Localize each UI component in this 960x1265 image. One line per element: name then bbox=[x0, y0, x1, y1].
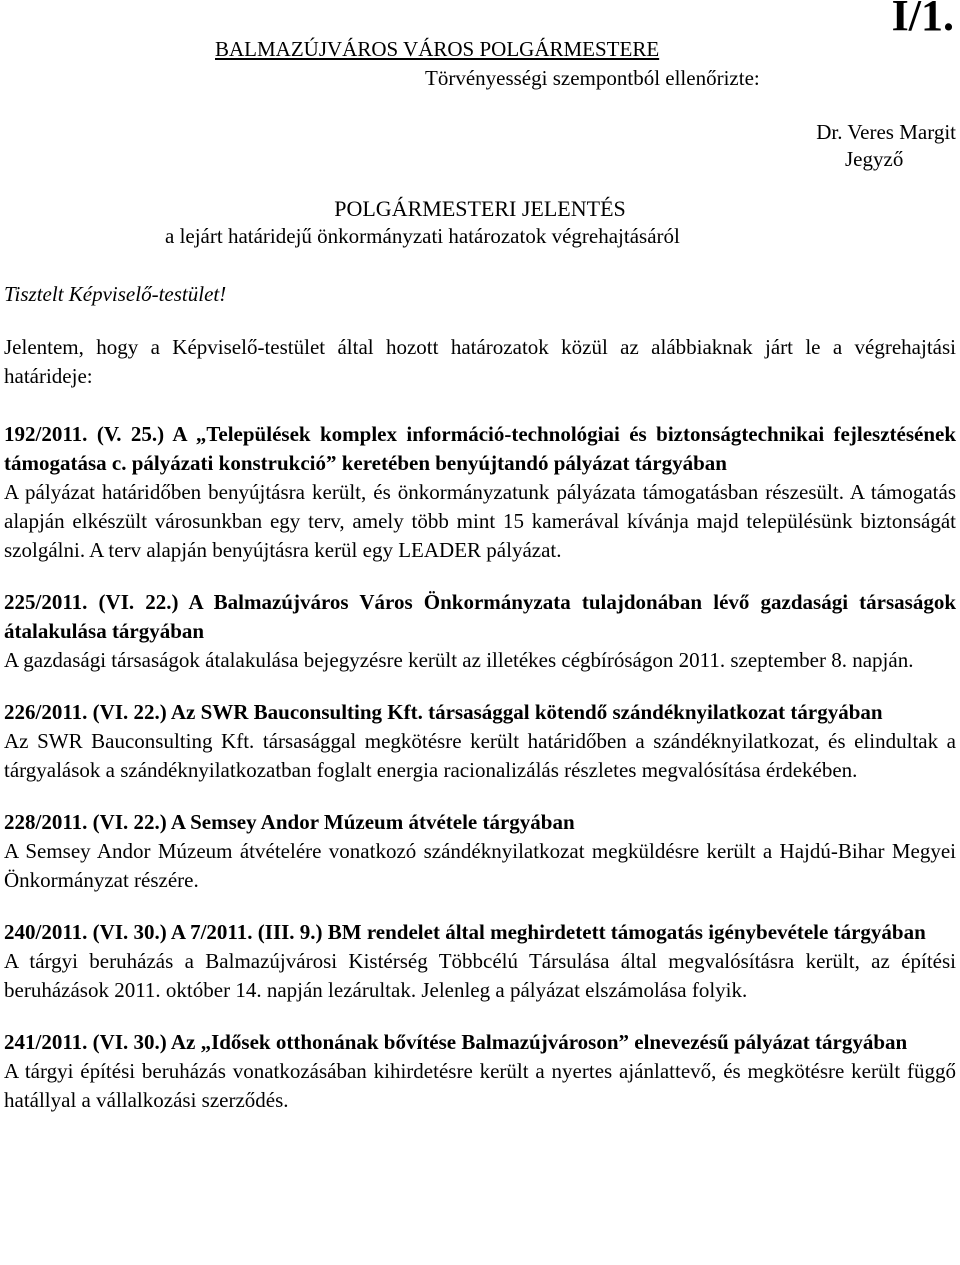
report-title-text: POLGÁRMESTERI JELENTÉS bbox=[334, 196, 626, 221]
resolution-heading: 225/2011. (VI. 22.) A Balmazújváros Város Önkormányzata tulajdonában lévő gazdasági társaságok átalakulása tárgyában bbox=[4, 590, 956, 643]
page-number: I/1. bbox=[891, 0, 954, 40]
resolution-text: A pályázat határidőben benyújtásra került, és önkormányzatunk pályázata támogatásban részesült. A támogatás alapján elkészült városunkban egy terv, amely több mint 15 kamerával kívánja majd településünk biztonságát szolgálni. A terv alapján benyújtásra kerül egy LEADER pályázat. bbox=[4, 480, 956, 562]
resolution-heading: 241/2011. (VI. 30.) Az „Idősek otthonának bővítése Balmazújvároson” elnevezésű pályázat tárgyában bbox=[4, 1030, 908, 1054]
resolution-heading: 226/2011. (VI. 22.) Az SWR Bauconsulting Kft. társasággal kötendő szándéknyilatkozat tárgyában bbox=[4, 700, 883, 724]
resolution-heading: 192/2011. (V. 25.) A „Települések komplex információ-technológiai és biztonságtechnikai fejlesztésének támogatása c. pályázati konstrukció” keretében benyújtandó pályázat tárgyában bbox=[4, 422, 956, 475]
report-body bbox=[4, 333, 956, 1115]
signer-role: Jegyző bbox=[845, 147, 904, 171]
resolution-item bbox=[4, 808, 956, 895]
salutation: Tisztelt Képviselő-testület! bbox=[4, 282, 227, 306]
report-title bbox=[0, 196, 960, 222]
resolution-heading: 240/2011. (VI. 30.) A 7/2011. (III. 9.) BM rendelet által meghirdetett támogatás igénybevétele tárgyában bbox=[4, 920, 926, 944]
resolution-item bbox=[4, 918, 956, 1005]
resolution-item bbox=[4, 1028, 956, 1115]
report-subtitle: a lejárt határidejű önkormányzati határozatok végrehajtásáról bbox=[165, 224, 680, 248]
resolution-heading: 228/2011. (VI. 22.) A Semsey Andor Múzeum átvétele tárgyában bbox=[4, 810, 575, 834]
resolution-item bbox=[4, 420, 956, 565]
legal-check-label: Törvényességi szempontból ellenőrizte: bbox=[425, 66, 760, 90]
intro-paragraph: Jelentem, hogy a Képviselő-testület által hozott határozatok közül az alábbiaknak járt le a végrehajtási határideje: bbox=[4, 335, 956, 388]
signer-name: Dr. Veres Margit bbox=[816, 120, 956, 144]
resolution-text: A gazdasági társaságok átalakulása bejegyzésre került az illetékes cégbíróságon 2011. szeptember 8. napján. bbox=[4, 648, 914, 672]
resolution-item bbox=[4, 588, 956, 675]
resolution-text: Az SWR Bauconsulting Kft. társasággal megkötésre került határidőben a szándéknyilatkozat, és elindultak a tárgyalások a szándéknyilatkozatban foglalt energia racionalizálás részletes megvalósítása érdekében. bbox=[4, 729, 956, 782]
resolution-text: A Semsey Andor Múzeum átvételére vonatkozó szándéknyilatkozat megküldésre került a Hajdú-Bihar Megyei Önkormányzat részére. bbox=[4, 839, 956, 892]
resolution-text: A tárgyi beruházás a Balmazújvárosi Kistérség Többcélú Társulása által megvalósításra került, az építési beruházások 2011. október 14. napján lezárultak. Jelenleg a pályázat elszámolása folyik. bbox=[4, 949, 956, 1002]
resolution-item bbox=[4, 698, 956, 785]
resolution-text: A tárgyi építési beruházás vonatkozásában kihirdetésre került a nyertes ajánlattevő, és megkötésre került függő hatállyal a vállalkozási szerződés. bbox=[4, 1059, 956, 1112]
mayor-office-heading: BALMAZÚJVÁROS VÁROS POLGÁRMESTERE bbox=[215, 37, 660, 61]
